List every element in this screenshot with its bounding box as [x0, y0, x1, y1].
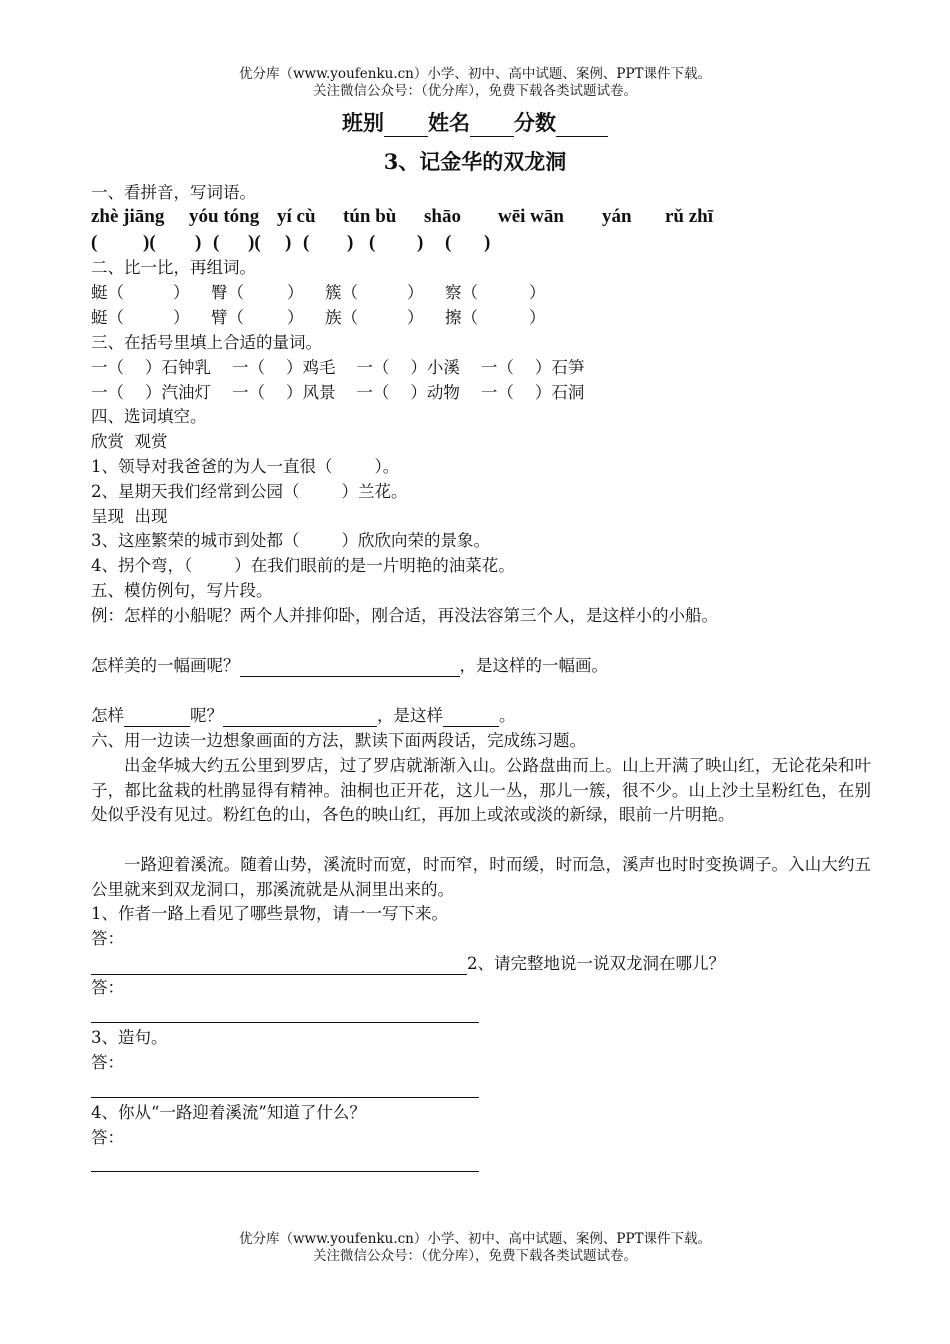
compare-item: ） — [287, 308, 304, 327]
answer-label: 答： — [91, 1053, 124, 1072]
reading-paragraph-1: 出金华城大约五公里到罗店，过了罗店就渐渐入山。公路盘曲而上。山上开满了映山红，无论花朵和叶子，都比盆栽的杜鹃显得有精神。油桐也正开花，这儿一丛，那儿一簇，很不少。山上沙土呈粉红色，在别处似乎没有见过。粉红色的山，各色的映山红，再加上或浓或淡的新绿，眼前一片明艳。 — [91, 756, 871, 824]
bracket: ( — [91, 232, 98, 253]
answer-line-with-question-2 — [91, 953, 725, 975]
footer-line-2: 关注微信公众号：（优分库），免费下载各类试题试卷。 — [313, 1248, 637, 1264]
compare-item: ） — [173, 308, 190, 327]
example-sentence: 例：怎样的小船呢？两个人并排仰卧，刚合适，再没法容第三个人，是这样小的小船。 — [91, 606, 718, 625]
imitation-text: 怎样 — [91, 706, 124, 725]
compare-item: 簇（ — [325, 283, 358, 302]
imitation-blank[interactable] — [443, 708, 499, 727]
fill-question-3: 3、这座繁荣的城市到处都（ ）欣欣向荣的景象。 — [91, 531, 490, 550]
compare-item: ） — [529, 283, 546, 302]
compare-row-2 — [91, 307, 546, 329]
answer-label: 答： — [91, 1128, 124, 1147]
pinyin-word: yóu tóng — [189, 206, 260, 227]
question-1: 1、作者一路上看见了哪些景物，请一一写下来。 — [91, 904, 448, 923]
answer-brackets-row[interactable] — [91, 232, 490, 254]
imitation-line-1 — [91, 655, 608, 677]
compare-item: 臂（ — [211, 308, 244, 327]
bracket: ) — [195, 232, 202, 253]
word-choice-2: 呈现 出现 — [91, 507, 168, 526]
compare-item: 臀（ — [211, 283, 244, 302]
score-blank[interactable] — [556, 118, 608, 137]
name-label: 姓名 — [428, 110, 470, 135]
pinyin-word: zhè jiāng — [91, 206, 165, 227]
compare-item: 族（ — [325, 308, 358, 327]
measure-row-1: 一（ ）石钟乳 一（ ）鸡毛 一（ ）小溪 一（ ）石笋 — [91, 358, 585, 377]
bracket: ) — [484, 232, 491, 253]
pinyin-word: shāo — [424, 206, 461, 227]
class-blank[interactable] — [384, 118, 428, 137]
compare-item: 察（ — [445, 283, 478, 302]
header-line-2: 关注微信公众号：（优分库），免费下载各类试题试卷。 — [313, 83, 637, 99]
pinyin-word: rǔ zhī — [665, 206, 714, 227]
bracket: ( — [303, 232, 310, 253]
fill-question-2: 2、星期天我们经常到公园（ ）兰花。 — [91, 482, 408, 501]
section2-heading: 二、比一比，再组词。 — [91, 258, 256, 277]
name-blank[interactable] — [470, 118, 514, 137]
compare-item: ） — [407, 283, 424, 302]
bracket: ( — [213, 232, 220, 253]
answer-label: 答： — [91, 929, 124, 948]
compare-item: 擦（ — [445, 308, 478, 327]
pinyin-row — [91, 206, 713, 228]
compare-item: ） — [287, 283, 304, 302]
section1-heading: 一、看拼音，写词语。 — [91, 183, 256, 202]
bracket: ) — [285, 232, 292, 253]
lesson-title: 3、记金华的双龙洞 — [383, 149, 567, 174]
imitation-blank[interactable] — [223, 708, 377, 727]
header-line-1: 优分库（www.youfenku.cn）小学、初中、高中试题、案例、PPT课件下载。 — [238, 66, 712, 82]
bracket: )( — [248, 232, 261, 253]
compare-item: ） — [173, 283, 190, 302]
student-info-line — [0, 107, 950, 137]
imitation-blank[interactable] — [124, 708, 190, 727]
answer-blank-1[interactable] — [91, 956, 467, 975]
imitation-text: ，是这样 — [377, 706, 443, 725]
pinyin-word: wēi wān — [498, 206, 564, 227]
fill-question-1: 1、领导对我爸爸的为人一直很（ ）。 — [91, 457, 400, 476]
measure-row-2: 一（ ）汽油灯 一（ ）风景 一（ ）动物 一（ ）石洞 — [91, 383, 585, 402]
question-3: 3、造句。 — [91, 1028, 168, 1047]
imitation-blank[interactable] — [240, 658, 460, 677]
imitation-line-2 — [91, 705, 516, 727]
compare-item: 蜓（ — [91, 283, 124, 302]
compare-item: ） — [407, 308, 424, 327]
pinyin-word: tún bù — [343, 206, 397, 227]
class-label: 班别 — [342, 110, 384, 135]
fill-question-4: 4、拐个弯，（ ）在我们眼前的是一片明艳的油菜花。 — [91, 556, 515, 575]
compare-item: ） — [529, 308, 546, 327]
section3-heading: 三、在括号里填上合适的量词。 — [91, 333, 322, 352]
bracket: )( — [143, 232, 156, 253]
imitation-text: 怎样美的一幅画呢？ — [91, 656, 240, 675]
section4-heading: 四、选词填空。 — [91, 407, 207, 426]
score-label: 分数 — [514, 110, 556, 135]
section5-heading: 五、模仿例句，写片段。 — [91, 581, 273, 600]
pinyin-word: yán — [602, 206, 632, 227]
answer-blank-2[interactable] — [91, 1022, 479, 1023]
imitation-text: 。 — [499, 706, 516, 725]
bracket: ( — [369, 232, 376, 253]
answer-blank-3[interactable] — [91, 1097, 479, 1098]
compare-row-1 — [91, 282, 546, 304]
compare-item: 蜓（ — [91, 308, 124, 327]
footer-line-1: 优分库（www.youfenku.cn）小学、初中、高中试题、案例、PPT课件下载。 — [238, 1231, 712, 1247]
bracket: ) — [417, 232, 424, 253]
word-choice-1: 欣赏 观赏 — [91, 432, 168, 451]
bracket: ( — [445, 232, 452, 253]
question-4: 4、你从“一路迎着溪流”知道了什么？ — [91, 1103, 366, 1122]
pinyin-word: yí cù — [277, 206, 316, 227]
imitation-text: 呢？ — [190, 706, 223, 725]
imitation-text: ，是这样的一幅画。 — [459, 656, 608, 675]
answer-label: 答： — [91, 978, 124, 997]
bracket: ) — [347, 232, 354, 253]
question-2: 2、请完整地说一说双龙洞在哪儿？ — [467, 954, 725, 973]
answer-blank-4[interactable] — [91, 1171, 479, 1172]
section6-heading: 六、用一边读一边想象画面的方法，默读下面两段话，完成练习题。 — [91, 731, 586, 750]
reading-paragraph-2: 一路迎着溪流。随着山势，溪流时而宽，时而窄，时而缓，时而急，溪声也时时变换调子。入山大约五公里就来到双龙洞口，那溪流就是从洞里出来的。 — [91, 855, 871, 899]
